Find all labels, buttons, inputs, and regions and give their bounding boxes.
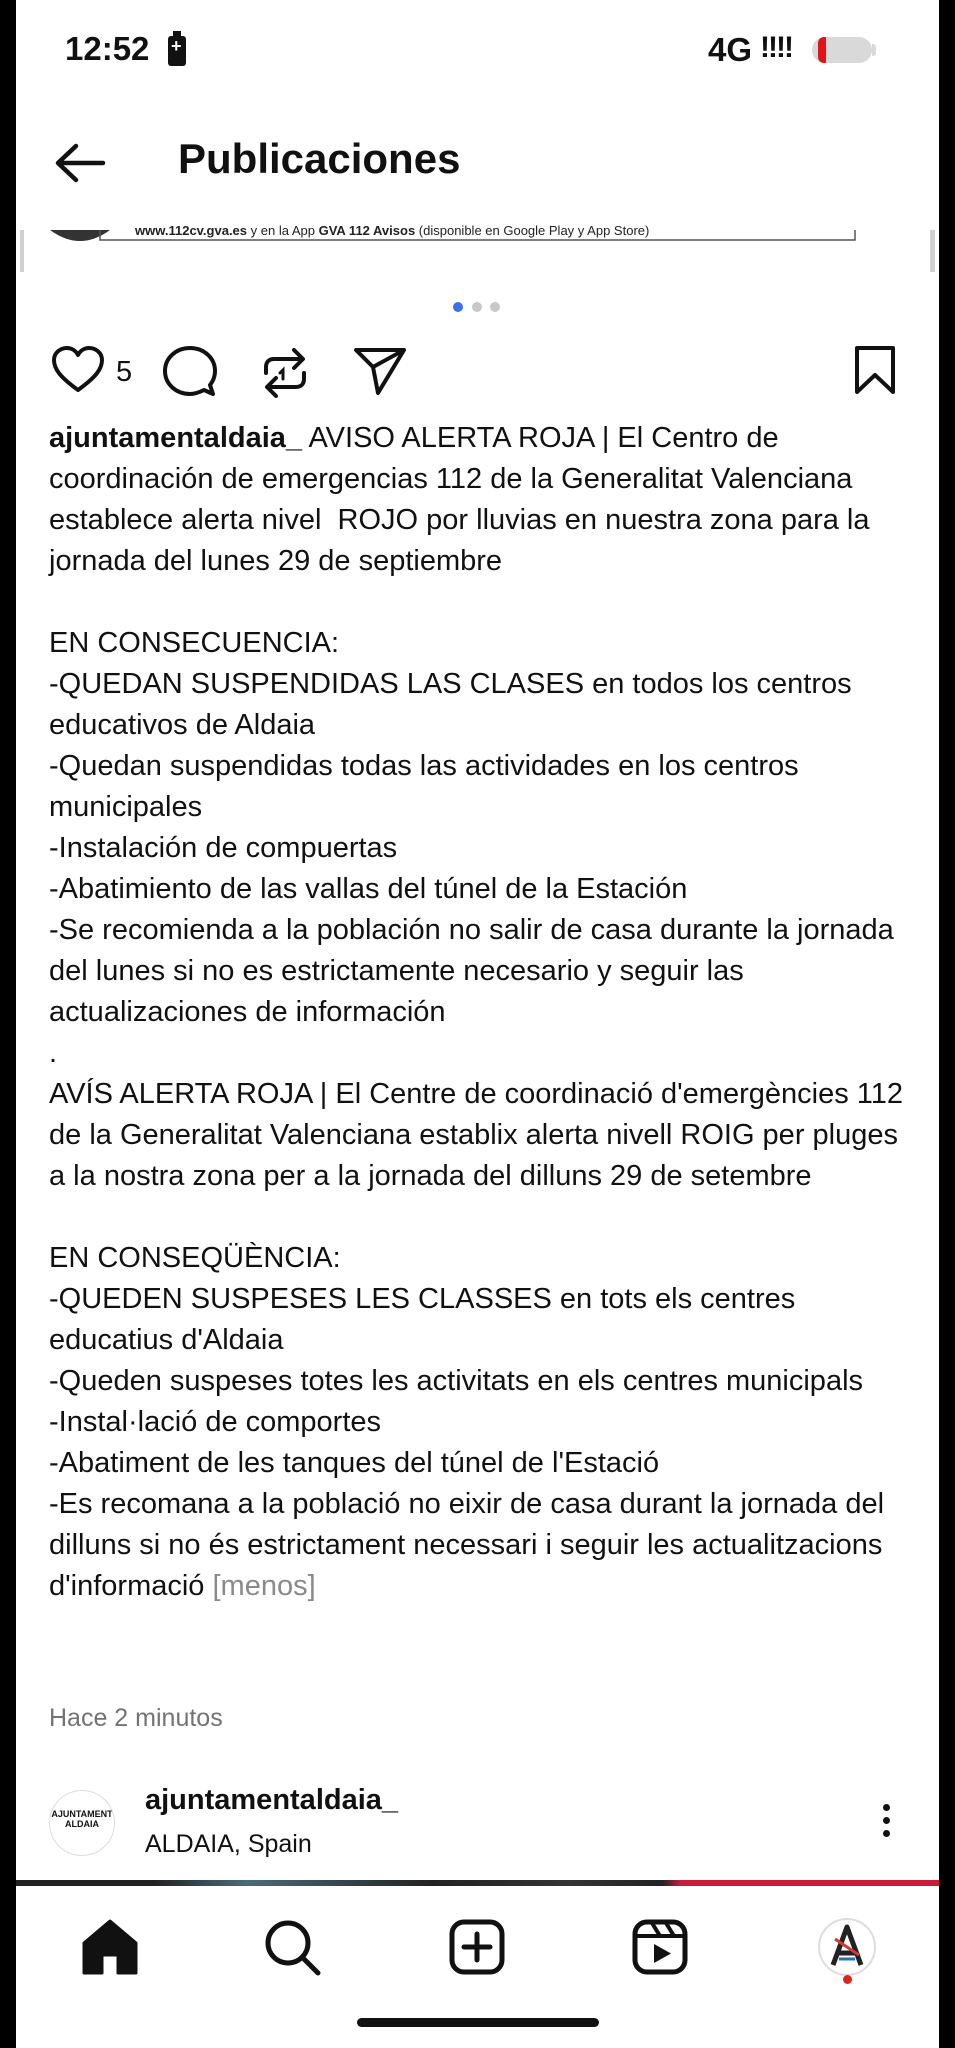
bookmark-icon (853, 345, 897, 395)
back-button[interactable] (50, 140, 110, 186)
back-arrow-icon (50, 140, 110, 186)
avatar-logo-text: AJUNTAMENT ALDAIA (51, 1809, 113, 1829)
home-indicator[interactable] (357, 2018, 599, 2027)
notification-dot (843, 1975, 852, 1984)
reels-icon (628, 1915, 692, 1979)
heart-icon (50, 345, 106, 395)
battery-level (818, 37, 826, 63)
nav-home[interactable] (78, 1915, 142, 1979)
signal-icon: !!!! (760, 31, 792, 64)
post-caption (49, 418, 919, 1607)
nav-search[interactable] (260, 1915, 324, 1979)
show-less-link[interactable]: [menos] (212, 1570, 316, 1602)
share-button[interactable] (352, 345, 408, 402)
comment-icon (162, 345, 218, 399)
avatar[interactable] (49, 1790, 115, 1856)
create-icon (445, 1915, 509, 1979)
carousel-dot[interactable] (472, 302, 482, 312)
like-button[interactable] (50, 345, 106, 400)
next-post-image-edge (16, 1880, 939, 1886)
more-options-icon[interactable] (880, 1804, 892, 1844)
carousel-dot-active[interactable] (453, 302, 463, 312)
carousel-dot[interactable] (490, 302, 500, 312)
page-title: Publicaciones (178, 135, 461, 182)
comment-button[interactable] (162, 345, 218, 404)
home-icon (78, 1915, 142, 1979)
profile-icon (815, 1915, 879, 1979)
repost-icon (258, 345, 312, 401)
right-edge (939, 0, 955, 2048)
left-edge (0, 0, 16, 2048)
nav-create[interactable] (445, 1915, 509, 1979)
network-type: 4G (708, 31, 753, 68)
battery-tip (872, 44, 876, 56)
account-location[interactable]: ALDAIA, Spain (145, 1830, 312, 1858)
battery-saver-icon (168, 36, 186, 66)
like-count[interactable]: 5 (116, 356, 133, 388)
caption-text: AVISO ALERTA ROJA | El Centro de coordinación de emergencias 112 de la Generalitat Valenciana establece alerta nivel ROJO por lluvias en nuestra zona para la jornada del lunes 29 de septiembre EN CONSECUENCIA: -QUEDAN SUSPENDIDAS LAS CLASES en todos los centros educativos de Aldaia -Quedan suspendidas todas las actividades en los centros municipales -Instalación de compuertas -Abatimiento de las vallas del túnel de la Estación -Se recomienda a la población no salir de casa durante la jornada del lunes si no es estrictamente necesario y seguir las actualizaciones de información . AVÍS ALERTA ROJA | El Centre de coordinació d'emergències 112 de la Generalitat Valenciana establix alerta nivell ROIG per pluges a la nostra zona per a la jornada del dilluns 29 de setembre EN CONSEQÜÈNCIA: -QUEDEN SUSPESES LES CLASSES en tots els centres educatius d'Aldaia -Queden suspeses totes les activitats en els centres municipals -Instal·lació de comportes -Abatiment de les tanques del túnel de l'Estació -Es recomana a la població no eixir de casa durant la jornada del dilluns si no és estrictament necessari i seguir les actualitzacions d'informació (49, 422, 903, 1602)
repost-button[interactable] (258, 345, 312, 406)
status-time: 12:52 (65, 30, 150, 67)
nav-profile[interactable] (815, 1915, 879, 1979)
search-icon (260, 1915, 324, 1979)
nav-reels[interactable] (628, 1915, 692, 1979)
caption-username[interactable]: ajuntamentaldaia_ (49, 422, 303, 454)
account-username[interactable]: ajuntamentaldaia_ (145, 1784, 399, 1816)
post-timestamp: Hace 2 minutos (49, 1704, 223, 1732)
save-button[interactable] (853, 345, 897, 400)
send-icon (352, 345, 408, 397)
post-image-caption: www.112cv.gva.es y en la App GVA 112 Avisos (disponible en Google Play y App Store) (135, 223, 650, 238)
